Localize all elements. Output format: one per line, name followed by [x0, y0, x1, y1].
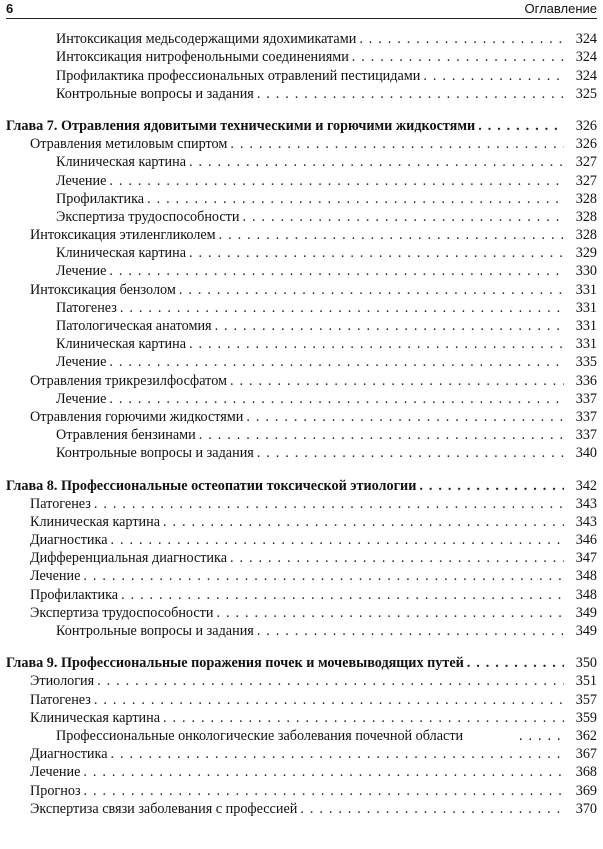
toc-entry-page: 325 [575, 85, 597, 102]
toc-entry-page: 324 [575, 49, 597, 66]
toc-entry-title: Контрольные вопросы и задания [56, 445, 254, 462]
toc-entry-title: Лечение [30, 764, 81, 781]
toc-entry-page: 336 [575, 372, 597, 389]
toc-entry-page: 347 [575, 550, 597, 567]
toc-entry-page: 324 [575, 31, 597, 48]
toc-entry-title: Клиническая картина [30, 709, 161, 726]
toc-entry[interactable] [6, 408, 597, 426]
toc-entry-page: 343 [575, 513, 597, 530]
toc-entry[interactable] [6, 763, 597, 781]
toc-entry-title: Отравления трикрезилфосфатом [30, 372, 227, 389]
toc-entry-title: Профилактика [30, 586, 119, 603]
toc-entry-page: 337 [575, 390, 597, 407]
toc-entry-page: 331 [575, 281, 597, 298]
toc-entry-title: Контрольные вопросы и задания [56, 85, 254, 102]
toc-entry-page: 335 [575, 354, 597, 371]
chapter-page: 350 [575, 655, 597, 672]
toc-entry-title: Отравления метиловым спиртом [30, 136, 228, 153]
toc-entry-title: Контрольные вопросы и задания [56, 623, 254, 639]
toc-entry-page: 331 [575, 336, 597, 353]
toc-entry[interactable] [6, 226, 597, 244]
toc-chapter-9[interactable] [6, 654, 597, 672]
toc-entry[interactable] [6, 800, 597, 818]
toc-entry[interactable] [6, 190, 597, 208]
toc-entry-page: 369 [575, 782, 597, 799]
toc-entry-title: Клиническая картина [56, 154, 187, 171]
toc-entry-title: Прогноз [30, 782, 81, 799]
toc-entry-title: Профилактика профессиональных отравлений пестицидами [56, 67, 421, 84]
toc-entry[interactable] [6, 371, 597, 389]
toc-entry[interactable] [6, 335, 597, 353]
toc-entry-title: Экспертиза связи заболевания с профессией [30, 800, 298, 817]
toc-entry[interactable] [6, 299, 597, 317]
toc-entry[interactable] [6, 513, 597, 531]
toc-entry[interactable] [6, 85, 597, 103]
toc-entry-title: Отравления бензинами [56, 427, 196, 444]
toc-entry-title: Диагностика [30, 746, 108, 763]
toc-entry[interactable] [6, 280, 597, 298]
running-title: Оглавление [524, 1, 597, 16]
toc-entry-title: Экспертиза трудоспособности [30, 604, 214, 621]
toc-entry-title: Патогенез [56, 299, 117, 316]
table-of-contents [6, 30, 597, 818]
toc-entry-page: 331 [575, 299, 597, 316]
toc-entry-title: Экспертиза трудоспособности [56, 208, 240, 225]
toc-entry[interactable] [6, 208, 597, 226]
toc-entry-title: Интоксикация этиленгликолем [30, 227, 216, 244]
toc-entry[interactable] [6, 135, 597, 153]
toc-entry-title: Этиология [30, 673, 95, 690]
toc-entry-page: 343 [575, 495, 597, 512]
toc-entry[interactable] [6, 567, 597, 585]
toc-entry-title: Патогенез [30, 691, 91, 708]
toc-entry[interactable] [6, 604, 597, 622]
toc-entry[interactable] [6, 244, 597, 262]
toc-chapter-8[interactable] [6, 476, 597, 494]
toc-entry[interactable] [6, 390, 597, 408]
toc-entry[interactable] [6, 495, 597, 513]
chapter-page: 326 [575, 117, 597, 134]
toc-entry-page: 370 [575, 800, 597, 817]
toc-entry[interactable] [6, 66, 597, 84]
toc-entry-page: 330 [575, 263, 597, 280]
toc-entry-title: Лечение [56, 172, 107, 189]
toc-entry-title: Лечение [56, 390, 107, 407]
toc-entry[interactable] [6, 48, 597, 66]
toc-entry-title: Патологическая анатомия [56, 318, 212, 334]
toc-entry[interactable] [6, 317, 597, 335]
toc-entry-page: 368 [575, 764, 597, 781]
toc-entry-title: Лечение [56, 354, 107, 371]
page-header [6, 0, 597, 19]
toc-entry[interactable] [6, 531, 597, 549]
toc-entry-title: Интоксикация медьсодержащими ядохимикатами [56, 31, 357, 48]
toc-entry-title: Клиническая картина [30, 513, 161, 530]
toc-entry-title: Диагностика [30, 532, 108, 549]
toc-entry-title: Патогенез [30, 495, 91, 512]
toc-entry[interactable] [6, 153, 597, 171]
toc-entry-page: 326 [575, 136, 597, 153]
toc-entry-page: 359 [575, 709, 597, 726]
toc-entry-title: Отравления горючими жидкостями [30, 408, 244, 425]
toc-entry-page: 357 [575, 691, 597, 708]
toc-entry-title: Лечение [30, 568, 81, 585]
chapter-title: Глава 7. Отравления ядовитыми техническими и горючими жидкостями [6, 117, 476, 134]
toc-entry-page: 349 [575, 604, 597, 621]
toc-entry-page: 337 [575, 427, 597, 444]
toc-entry-page: 331 [575, 318, 597, 334]
toc-entry-page: 327 [575, 154, 597, 171]
toc-entry-page: 328 [575, 227, 597, 244]
toc-entry-title: Профессиональные онкологические заболевания почечной области [56, 727, 464, 744]
toc-entry[interactable] [6, 353, 597, 371]
toc-entry-title: Лечение [56, 263, 107, 280]
toc-entry-page: 340 [575, 445, 597, 462]
toc-entry[interactable] [6, 549, 597, 567]
toc-entry-page: 367 [575, 746, 597, 763]
toc-entry-page: 362 [575, 727, 597, 744]
toc-entry-title: Интоксикация бензолом [30, 281, 176, 298]
chapter-page: 342 [575, 477, 597, 494]
toc-entry-page: 349 [575, 623, 597, 639]
toc-entry[interactable] [6, 30, 597, 48]
toc-entry-page: 346 [575, 532, 597, 549]
toc-entry-page: 337 [575, 408, 597, 425]
toc-entry-page: 324 [575, 67, 597, 84]
toc-chapter-7[interactable] [6, 117, 597, 135]
toc-entry-page: 348 [575, 568, 597, 585]
toc-entry[interactable] [6, 262, 597, 280]
toc-entry-page: 329 [575, 245, 597, 262]
page-number: 6 [6, 1, 14, 16]
toc-entry-page: 327 [575, 172, 597, 189]
toc-entry[interactable] [6, 781, 597, 799]
toc-entry-page: 348 [575, 586, 597, 603]
toc-entry[interactable] [6, 690, 597, 708]
toc-entry-title: Профилактика [56, 190, 145, 207]
toc-entry[interactable] [6, 745, 597, 763]
toc-entry-page: 328 [575, 190, 597, 207]
toc-entry-title: Дифференциальная диагностика [30, 550, 228, 567]
chapter-title: Глава 8. Профессиональные остеопатии токсической этиологии [6, 477, 417, 494]
toc-entry-title: Клиническая картина [56, 336, 187, 353]
chapter-title: Глава 9. Профессиональные поражения почек и мочевыводящих путей [6, 655, 464, 672]
toc-entry-title: Интоксикация нитрофенольными соединениями [56, 49, 349, 66]
toc-entry[interactable] [6, 709, 597, 727]
toc-entry[interactable] [6, 444, 597, 462]
toc-entry[interactable] [6, 585, 597, 603]
toc-entry[interactable] [6, 426, 597, 444]
toc-entry-title: Клиническая картина [56, 245, 187, 262]
toc-entry-page: 328 [575, 208, 597, 225]
toc-entry[interactable] [6, 672, 597, 690]
toc-entry[interactable] [6, 171, 597, 189]
toc-entry-page: 351 [575, 673, 597, 690]
toc-entry[interactable] [6, 727, 597, 745]
toc-entry[interactable] [6, 622, 597, 640]
